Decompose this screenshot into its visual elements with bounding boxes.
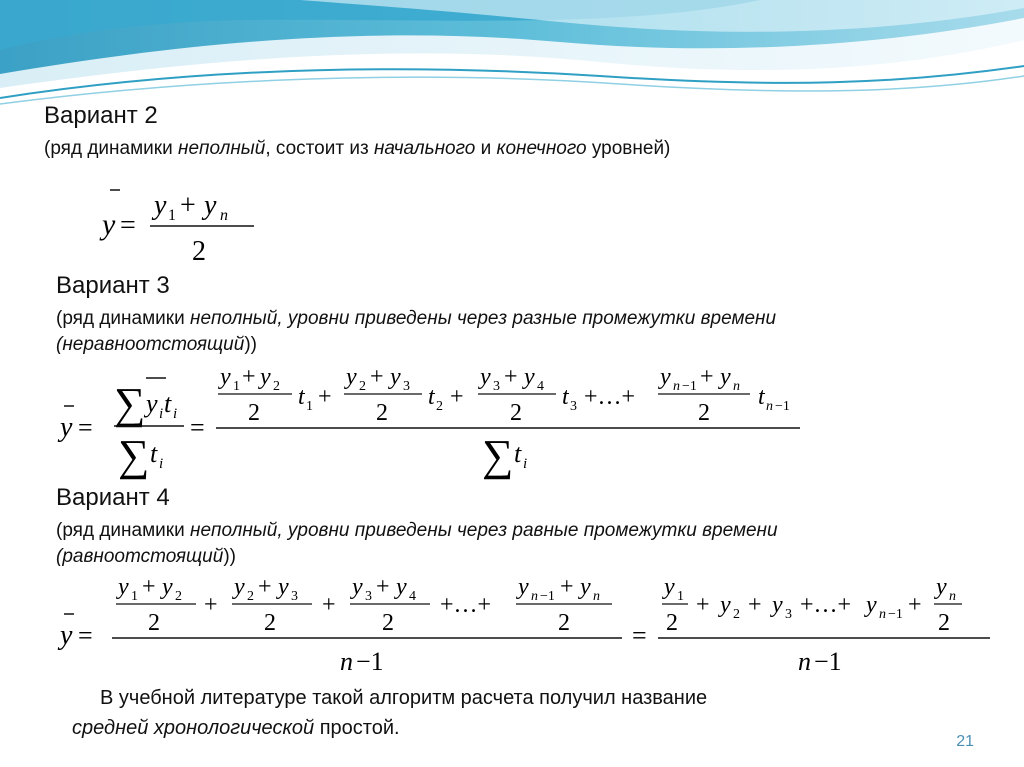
svg-text:∑: ∑ [118, 431, 150, 480]
svg-text:n: n [879, 607, 886, 622]
svg-text:+…+: +…+ [440, 592, 492, 618]
svg-text:+: + [748, 592, 762, 618]
svg-text:=: = [78, 621, 93, 650]
svg-text:n: n [593, 589, 600, 604]
svg-text:+: + [204, 592, 218, 618]
svg-text:y: y [772, 592, 783, 618]
svg-text:n: n [949, 589, 956, 604]
variant-3-description: (ряд динамики неполный, уровни приведены через разные промежутки времени (неравноотстоящий)) [56, 308, 777, 355]
svg-text:+…+: +…+ [800, 592, 852, 618]
svg-text:+: + [142, 574, 156, 600]
svg-text:+: + [908, 592, 922, 618]
svg-text:n: n [798, 647, 811, 676]
svg-text:2: 2 [273, 379, 280, 394]
svg-text:+: + [180, 190, 196, 221]
svg-text:n: n [733, 379, 740, 394]
variant-3-heading: Вариант 3 [56, 272, 170, 299]
svg-text:2: 2 [192, 236, 206, 267]
svg-text:y: y [260, 364, 271, 390]
formula-variant-4 [56, 568, 1006, 683]
svg-text:i: i [523, 456, 528, 472]
svg-text:2: 2 [436, 399, 443, 414]
svg-text:y: y [204, 190, 217, 221]
svg-text:+: + [504, 364, 518, 390]
svg-text:2: 2 [376, 400, 388, 426]
svg-text:y: y [146, 389, 158, 418]
svg-text:−1: −1 [356, 647, 384, 676]
svg-text:y: y [102, 208, 116, 241]
svg-text:2: 2 [938, 610, 950, 636]
svg-text:t: t [150, 439, 158, 468]
conclusion-line-1: В учебной литературе такой алгоритм расчета получил название [100, 687, 708, 709]
svg-text:y: y [866, 592, 877, 618]
svg-text:2: 2 [148, 610, 160, 636]
svg-text:2: 2 [382, 610, 394, 636]
page-number: 21 [956, 733, 974, 750]
svg-text:+: + [450, 384, 464, 410]
svg-text:1: 1 [677, 589, 684, 604]
svg-text:+: + [258, 574, 272, 600]
svg-text:−1: −1 [775, 399, 790, 414]
svg-text:i: i [173, 406, 178, 422]
svg-text:t: t [758, 384, 765, 410]
svg-text:y: y [720, 364, 731, 390]
svg-text:−1: −1 [814, 647, 842, 676]
svg-text:+: + [318, 384, 332, 410]
svg-text:n: n [673, 379, 680, 394]
svg-text:y: y [396, 574, 407, 600]
svg-text:y: y [518, 574, 529, 600]
svg-text:t: t [562, 384, 569, 410]
svg-text:y: y [390, 364, 401, 390]
formula-variant-3 [56, 356, 816, 481]
svg-text:y: y [220, 364, 231, 390]
svg-text:2: 2 [666, 610, 678, 636]
formula-variant-2 [96, 182, 276, 277]
svg-text:t: t [514, 439, 522, 468]
svg-text:n: n [766, 399, 773, 414]
svg-text:∑: ∑ [482, 431, 514, 480]
svg-text:y: y [60, 620, 73, 651]
svg-text:+: + [376, 574, 390, 600]
variant-2-heading: Вариант 2 [44, 102, 158, 129]
svg-text:3: 3 [493, 379, 500, 394]
svg-text:3: 3 [570, 399, 577, 414]
svg-text:1: 1 [131, 589, 138, 604]
svg-text:=: = [78, 413, 93, 442]
svg-text:y: y [936, 574, 947, 600]
svg-text:∑: ∑ [114, 379, 146, 428]
svg-text:−1: −1 [540, 589, 555, 604]
svg-text:y: y [480, 364, 491, 390]
svg-text:2: 2 [698, 400, 710, 426]
svg-text:t: t [164, 389, 172, 418]
svg-text:=: = [190, 413, 205, 442]
svg-text:−1: −1 [888, 607, 903, 622]
svg-text:3: 3 [365, 589, 372, 604]
svg-text:y: y [154, 190, 167, 221]
svg-text:4: 4 [409, 589, 416, 604]
svg-text:2: 2 [248, 400, 260, 426]
svg-text:t: t [428, 384, 435, 410]
svg-text:3: 3 [785, 607, 792, 622]
svg-text:n: n [220, 207, 228, 224]
svg-text:i: i [159, 406, 164, 422]
svg-text:y: y [524, 364, 535, 390]
svg-text:+: + [242, 364, 256, 390]
svg-text:+: + [560, 574, 574, 600]
svg-text:4: 4 [537, 379, 544, 394]
header-wave-decoration [0, 0, 1024, 110]
svg-text:1: 1 [306, 399, 313, 414]
svg-text:2: 2 [247, 589, 254, 604]
svg-text:2: 2 [510, 400, 522, 426]
svg-text:y: y [352, 574, 363, 600]
svg-text:2: 2 [359, 379, 366, 394]
svg-text:y: y [118, 574, 129, 600]
svg-text:n: n [340, 647, 353, 676]
svg-text:3: 3 [291, 589, 298, 604]
svg-text:+: + [696, 592, 710, 618]
svg-text:+: + [322, 592, 336, 618]
svg-text:y: y [60, 412, 73, 443]
variant-4-description: (ряд динамики неполный, уровни приведены через равные промежутки времени (равноотстоящий)) [56, 520, 778, 567]
svg-text:1: 1 [168, 207, 176, 224]
svg-text:i: i [159, 456, 164, 472]
svg-text:3: 3 [403, 379, 410, 394]
svg-text:2: 2 [264, 610, 276, 636]
svg-text:y: y [162, 574, 173, 600]
svg-text:+: + [700, 364, 714, 390]
svg-text:=: = [632, 621, 647, 650]
conclusion-line-2: средней хронологической простой. [72, 717, 400, 739]
svg-text:1: 1 [233, 379, 240, 394]
svg-text:y: y [660, 364, 671, 390]
svg-text:+…+: +…+ [584, 384, 636, 410]
svg-text:y: y [664, 574, 675, 600]
svg-text:2: 2 [175, 589, 182, 604]
svg-text:−1: −1 [682, 379, 697, 394]
svg-text:y: y [720, 592, 731, 618]
variant-4-heading: Вариант 4 [56, 484, 170, 511]
svg-text:y: y [234, 574, 245, 600]
svg-text:2: 2 [733, 607, 740, 622]
variant-2-description: (ряд динамики неполный, состоит из начального и конечного уровней) [44, 138, 671, 159]
svg-text:=: = [120, 210, 136, 241]
svg-text:2: 2 [558, 610, 570, 636]
svg-text:+: + [370, 364, 384, 390]
svg-text:y: y [278, 574, 289, 600]
svg-text:t: t [298, 384, 305, 410]
svg-text:y: y [580, 574, 591, 600]
svg-text:y: y [346, 364, 357, 390]
svg-text:n: n [531, 589, 538, 604]
